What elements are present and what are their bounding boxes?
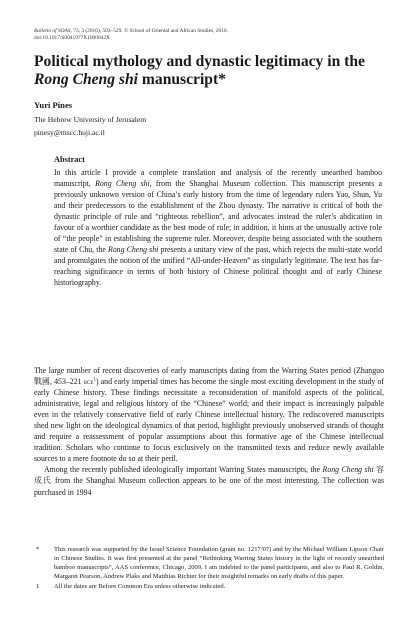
para2-start: Among the recently published ideologically important Warring States manuscripts, the — [44, 465, 323, 475]
author-name: Yuri Pines — [34, 100, 73, 110]
abstract-italic1: Rong Cheng shi — [95, 179, 150, 189]
title-italic: Rong Cheng shi — [34, 71, 139, 88]
footnote-text: This research was supported by the Israel Science Foundation (grant no. 1217/07) and by the Michael William Lipson Chair in Chinese Studies. It was first presented at the panel “Rethinking Warring States history in the light of recently unearthed bamboo manuscripts”, AAS conference, Chicago, 2009. I am indebted to the panel participants, and also to Paul R. Goldin, Margaret Pearson, Andrew Plaks and Matthias Richter for their insightful remarks on early drafts of this paper. — [54, 546, 384, 580]
author-email[interactable]: pinesy@mscc.huji.ac.il — [34, 128, 105, 137]
body-paragraph-2 — [34, 464, 384, 497]
author-affiliation: The Hebrew University of Jerusalem — [34, 115, 147, 124]
para1-start: The large number of recent discoveries of early manuscripts dating from the Warring States period (Zhanguo 戰國, 453–221 — [34, 366, 384, 387]
footnote-ref-1[interactable]: 1 — [93, 377, 96, 383]
abstract-italic2: Rong Cheng shi — [107, 245, 159, 255]
citation-details: , 73, 3 (2010), 503–529. © School of Oriental and African Studies, 2010. — [70, 28, 228, 34]
body-text — [34, 365, 384, 498]
footnote-text: All the dates are Before Common Era unless otherwise indicated. — [54, 583, 226, 591]
body-paragraph-1 — [34, 365, 384, 464]
abstract-text — [54, 167, 382, 289]
abstract-part1: In this article I provide a complete translation and analysis of the recently unearthed bamboo manuscript, — [54, 168, 382, 189]
footnote-star — [34, 546, 384, 581]
journal-name: Bulletin of SOAS — [34, 28, 71, 34]
abstract-heading: Abstract — [54, 155, 85, 164]
journal-header — [34, 28, 374, 43]
para1-end: ) and early imperial times has become the single most exciting development in the study of early Chinese history. These findings necessitate a reconsideration of manifold aspects of the political, administrative, legal and religious history of the “Chinese” world; and their impact is increasingly palpable even in the relatively conservative field of early Chinese intellectual history. The rediscovered manuscripts shed new light on the ideological dynamics of that period, highlight previously unobserved strands of thought and require a reassessment of popular assumptions about this formative age of the Chinese intellectual tradition. Scholars who continue to focus exclusively on the transmitted texts and reduce newly available sources to a mere footnote do so at their peril. — [34, 377, 384, 464]
article-title — [34, 53, 379, 89]
para2-end: 容成氏 from the Shanghai Museum collection appears to be one of the most interesting. The collection was purchased in 1994 — [34, 465, 384, 497]
journal-citation — [34, 28, 374, 35]
footnote-marker: * — [36, 546, 40, 553]
era-abbrev: bce — [83, 377, 94, 387]
footnote-1 — [34, 583, 384, 592]
title-line1: Political mythology and dynastic legitimacy in the — [34, 53, 365, 70]
footnotes — [34, 546, 384, 594]
footnote-marker: 1 — [36, 583, 40, 591]
title-rest: manuscript* — [138, 71, 226, 88]
abstract-part3: presents a unitary view of the past, which rejects the multi-state world and promulgates the notion of the unified “All-under-Heaven” as singularly legitimate. The text has far-reaching significance in terms of both history of Chinese political thought and of early Chinese historiography. — [54, 245, 382, 288]
abstract-part2: , from the Shanghai Museum collection. This manuscript presents a previously unknown version of China’s early history from the time of legendary rulers Yao, Shun, Yu and their predecessors to the establishment of the Zhou dynasty. The narrative is critical of both the dynastic principle of rule and “righteous rebellion”, and advocates instead the ruler’s abdication in favour of a worthier candidate as the best mode of rule; in addition, it hints at the unusually active role of “the people” in establishing the supreme ruler. Moreover, despite being associated with the southern state of Chu, the — [54, 179, 383, 255]
doi: doi:10.1017/S0041977X1000042X — [34, 35, 110, 42]
para2-italic: Rong Cheng shi — [322, 465, 374, 475]
